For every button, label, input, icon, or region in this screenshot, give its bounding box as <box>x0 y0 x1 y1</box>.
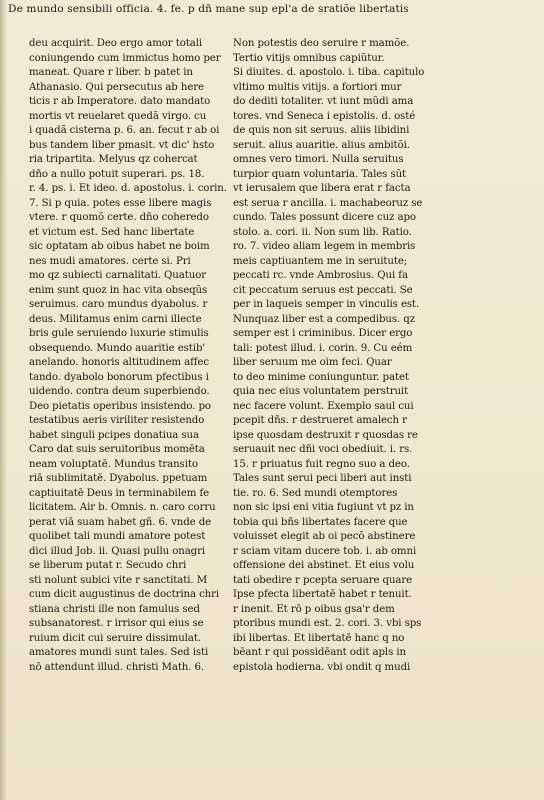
text-line: ria tripartita. Melyus qz cohercat <box>29 154 198 165</box>
text-line: seruimus. caro mundus dyabolus. r <box>29 299 208 310</box>
text-line: sti nolunt subici vite r sanctitati. M <box>29 574 208 586</box>
text-line: habet singuli pcipes donatiua sua <box>29 429 199 441</box>
text-line: r inenit. Et rō p oibus gsa'r dem <box>233 603 395 615</box>
left-column <box>29 37 233 675</box>
text-line: enim sunt quoz in hac vita obseqũs <box>29 284 208 296</box>
text-line: non sic ipsi eni vitia fugiunt vt pz in <box>233 502 414 513</box>
text-line: deu acquirit. Deo ergo amor totali <box>29 38 203 49</box>
text-line: Si diuites. d. apostolo. i. tiba. capitulo <box>233 67 425 78</box>
text-line: tati obedire r pcepta seruare quare <box>233 574 413 586</box>
text-line: nō attendunt illud. christi Math. 6. <box>29 661 205 673</box>
text-line: 15. r priuatus fuit regno suo a deo. <box>233 458 410 470</box>
text-line: tando. dyabolo bonorum pfectibus i <box>29 371 209 383</box>
text-line: mortis vt reuelaret quedã virgo. cu <box>29 110 207 122</box>
text-line: Ipse pfecta libertatē habet r tenuit. <box>233 589 412 600</box>
text-line: quolibet tali mundi amatore potest <box>29 531 206 542</box>
text-line: subsanatorest. r irrisor qui eius se <box>29 618 204 629</box>
running-head: De mundo sensibili officia. 4. fe. p dñ mane sup epl'a de sratiõe libertatis <box>8 3 409 15</box>
text-line: perat viā suam habet gñ. 6. vnde de <box>29 516 212 528</box>
text-line: maneat. Quare r liber. b patet in <box>29 67 193 78</box>
text-line: per in laqueis semper in vinculis est. <box>233 299 420 310</box>
text-line: dici illud Job. ii. Quasi pullu onagri <box>29 545 206 557</box>
text-line: deus. Militamus enim carni illecte <box>29 313 202 325</box>
text-line: seruit. alius auaritie. alius ambitõi. <box>233 139 410 151</box>
text-line: bus tandem liber pmasit. vt dic' hsto <box>29 139 215 151</box>
text-line: vltimo multis vitijs. a fortiori mur <box>233 81 402 93</box>
text-line: tali: potest illud. i. corin. 9. Cu eém <box>233 342 413 354</box>
text-line: Athanasio. Qui persecutus ab here <box>29 81 204 93</box>
text-line: testatibus aeris viriliter resistendo <box>29 415 205 426</box>
text-line: offensione dei abstinet. Et eius volu <box>233 560 415 571</box>
text-line: Tales sunt serui peci liberi aut insti <box>233 473 412 484</box>
text-line: cit peccatum seruus est peccati. Se <box>233 284 413 296</box>
text-line: ptoribus mundi est. 2. cori. 3. vbi sps <box>233 618 422 629</box>
text-line: ruium dicit cui seruire dissimulat. <box>29 632 201 644</box>
text-line: ibi libertas. Et libertatē hanc q no <box>233 632 405 644</box>
text-line: seruauit nec dñi voci obediuit. i. rs. <box>233 444 413 455</box>
text-line: vt ierusalem que libera erat r facta <box>233 183 411 194</box>
text-line: Tertio vitijs omnibus capiũtur. <box>233 52 385 64</box>
text-line: voluisset elegit ab oi pecõ abstinere <box>233 531 416 542</box>
text-line: cundo. Tales possunt dicere cuz apo <box>233 212 416 223</box>
text-line: ipse quosdam destruxit r quosdas re <box>233 429 418 441</box>
text-line: to deo minime coniunguntur. patet <box>233 371 409 383</box>
text-line: semper est i criminibus. Dicer ergo <box>233 328 413 339</box>
text-line: nes mudi amatores. certe si. Pri <box>29 255 191 267</box>
text-line: mo qz subiecti carnalitati. Quatuor <box>29 270 206 281</box>
text-line: nec facere volunt. Exemplo saul cui <box>233 400 414 412</box>
text-line: tores. vnd Seneca i epistolis. d. osté <box>233 110 416 122</box>
text-line: licitatem. Air b. Omnis. n. caro corru <box>29 502 216 513</box>
text-line: amatores mundi sunt tales. Sed isti <box>29 647 209 658</box>
text-line: coniungendo cum immictus homo per <box>29 52 221 64</box>
text-line: vtere. r quomõ certe. dño coheredo <box>29 212 209 223</box>
text-line: se liberum putat r. Secudo chri <box>29 560 187 571</box>
text-line: r. 4. ps. i. Et ideo. d. apostolus. i. corin. <box>29 183 227 194</box>
text-line: cum dicit augustinus de doctrina chri <box>29 589 220 600</box>
text-line: uidendo. contra deum superbiendo. <box>29 386 210 397</box>
text-line: 7. Si p quia. potes esse libere magis <box>29 197 212 209</box>
text-line: dño a nullo potuit superari. ps. 18. <box>29 168 205 180</box>
text-line: tobia qui bñs libertates facere que <box>233 516 408 528</box>
text-line: ro. 7. video aliam legem in membris <box>233 241 416 252</box>
text-line: de quis non sit seruus. aliis libidini <box>233 125 410 136</box>
text-line: stolo. a. cori. ii. Non sum lib. Ratio. <box>233 226 412 238</box>
text-line: riā sublimitatē. Dyabolus. ppetuam <box>29 473 208 484</box>
text-line: stiana christi ille non famulus sed <box>29 603 200 615</box>
text-line: captiuitatē Deus in terminabilem fe <box>29 487 210 499</box>
text-line: sic optatam ab oibus habet ne boim <box>29 241 210 252</box>
text-line: obsequendo. Mundo auaritie estib' <box>29 342 206 354</box>
text-line: anelando. honoris altitudinem affec <box>29 357 209 368</box>
text-line: pcepit dñs. r destrueret amalech r <box>233 415 407 426</box>
text-line: Nunquaz liber est a compedibus. qz <box>233 313 415 325</box>
text-line: tie. ro. 6. Sed mundi otemptores <box>233 487 398 499</box>
text-line: est serua r ancilla. i. machabeoruz se <box>233 197 423 209</box>
text-line: liber seruum me oim feci. Quar <box>233 357 392 368</box>
text-line: omnes vero timori. Nulla seruitus <box>233 154 404 165</box>
text-line: meis captiuantem me in seruitute; <box>233 255 408 267</box>
text-line: turpior quam voluntaria. Tales sũt <box>233 168 407 180</box>
text-line: bris gule seruiendo luxurie stimulis <box>29 328 209 339</box>
text-line: i quadã cisterna p. 6. an. fecut r ab oi <box>29 125 220 136</box>
text-line: epistola hodierna. vbi ondit q mudi <box>233 661 411 673</box>
text-line: ticis r ab Imperatore. dato mandato <box>29 96 211 107</box>
text-line: Caro dat suis seruitoribus momēta <box>29 444 205 455</box>
text-line: r sciam vitam ducere tob. i. ab omni <box>233 545 417 557</box>
right-column <box>233 37 437 675</box>
text-line: quia nec eius voluntatem perstruit <box>233 386 409 397</box>
text-line: bēant r qui possidēant odit apls in <box>233 647 406 658</box>
text-line: neam voluptatē. Mundus transito <box>29 458 198 470</box>
text-line: peccati rc. vnde Ambrosius. Qui fa <box>233 270 408 281</box>
text-line: Deo pietatis operibus insistendo. po <box>29 400 211 412</box>
text-line: do dediti totaliter. vt iunt mũdi ama <box>233 96 414 107</box>
text-line: et victum est. Sed hanc libertate <box>29 226 195 238</box>
text-line: Non potestis deo seruire r mamõe. <box>233 38 410 49</box>
